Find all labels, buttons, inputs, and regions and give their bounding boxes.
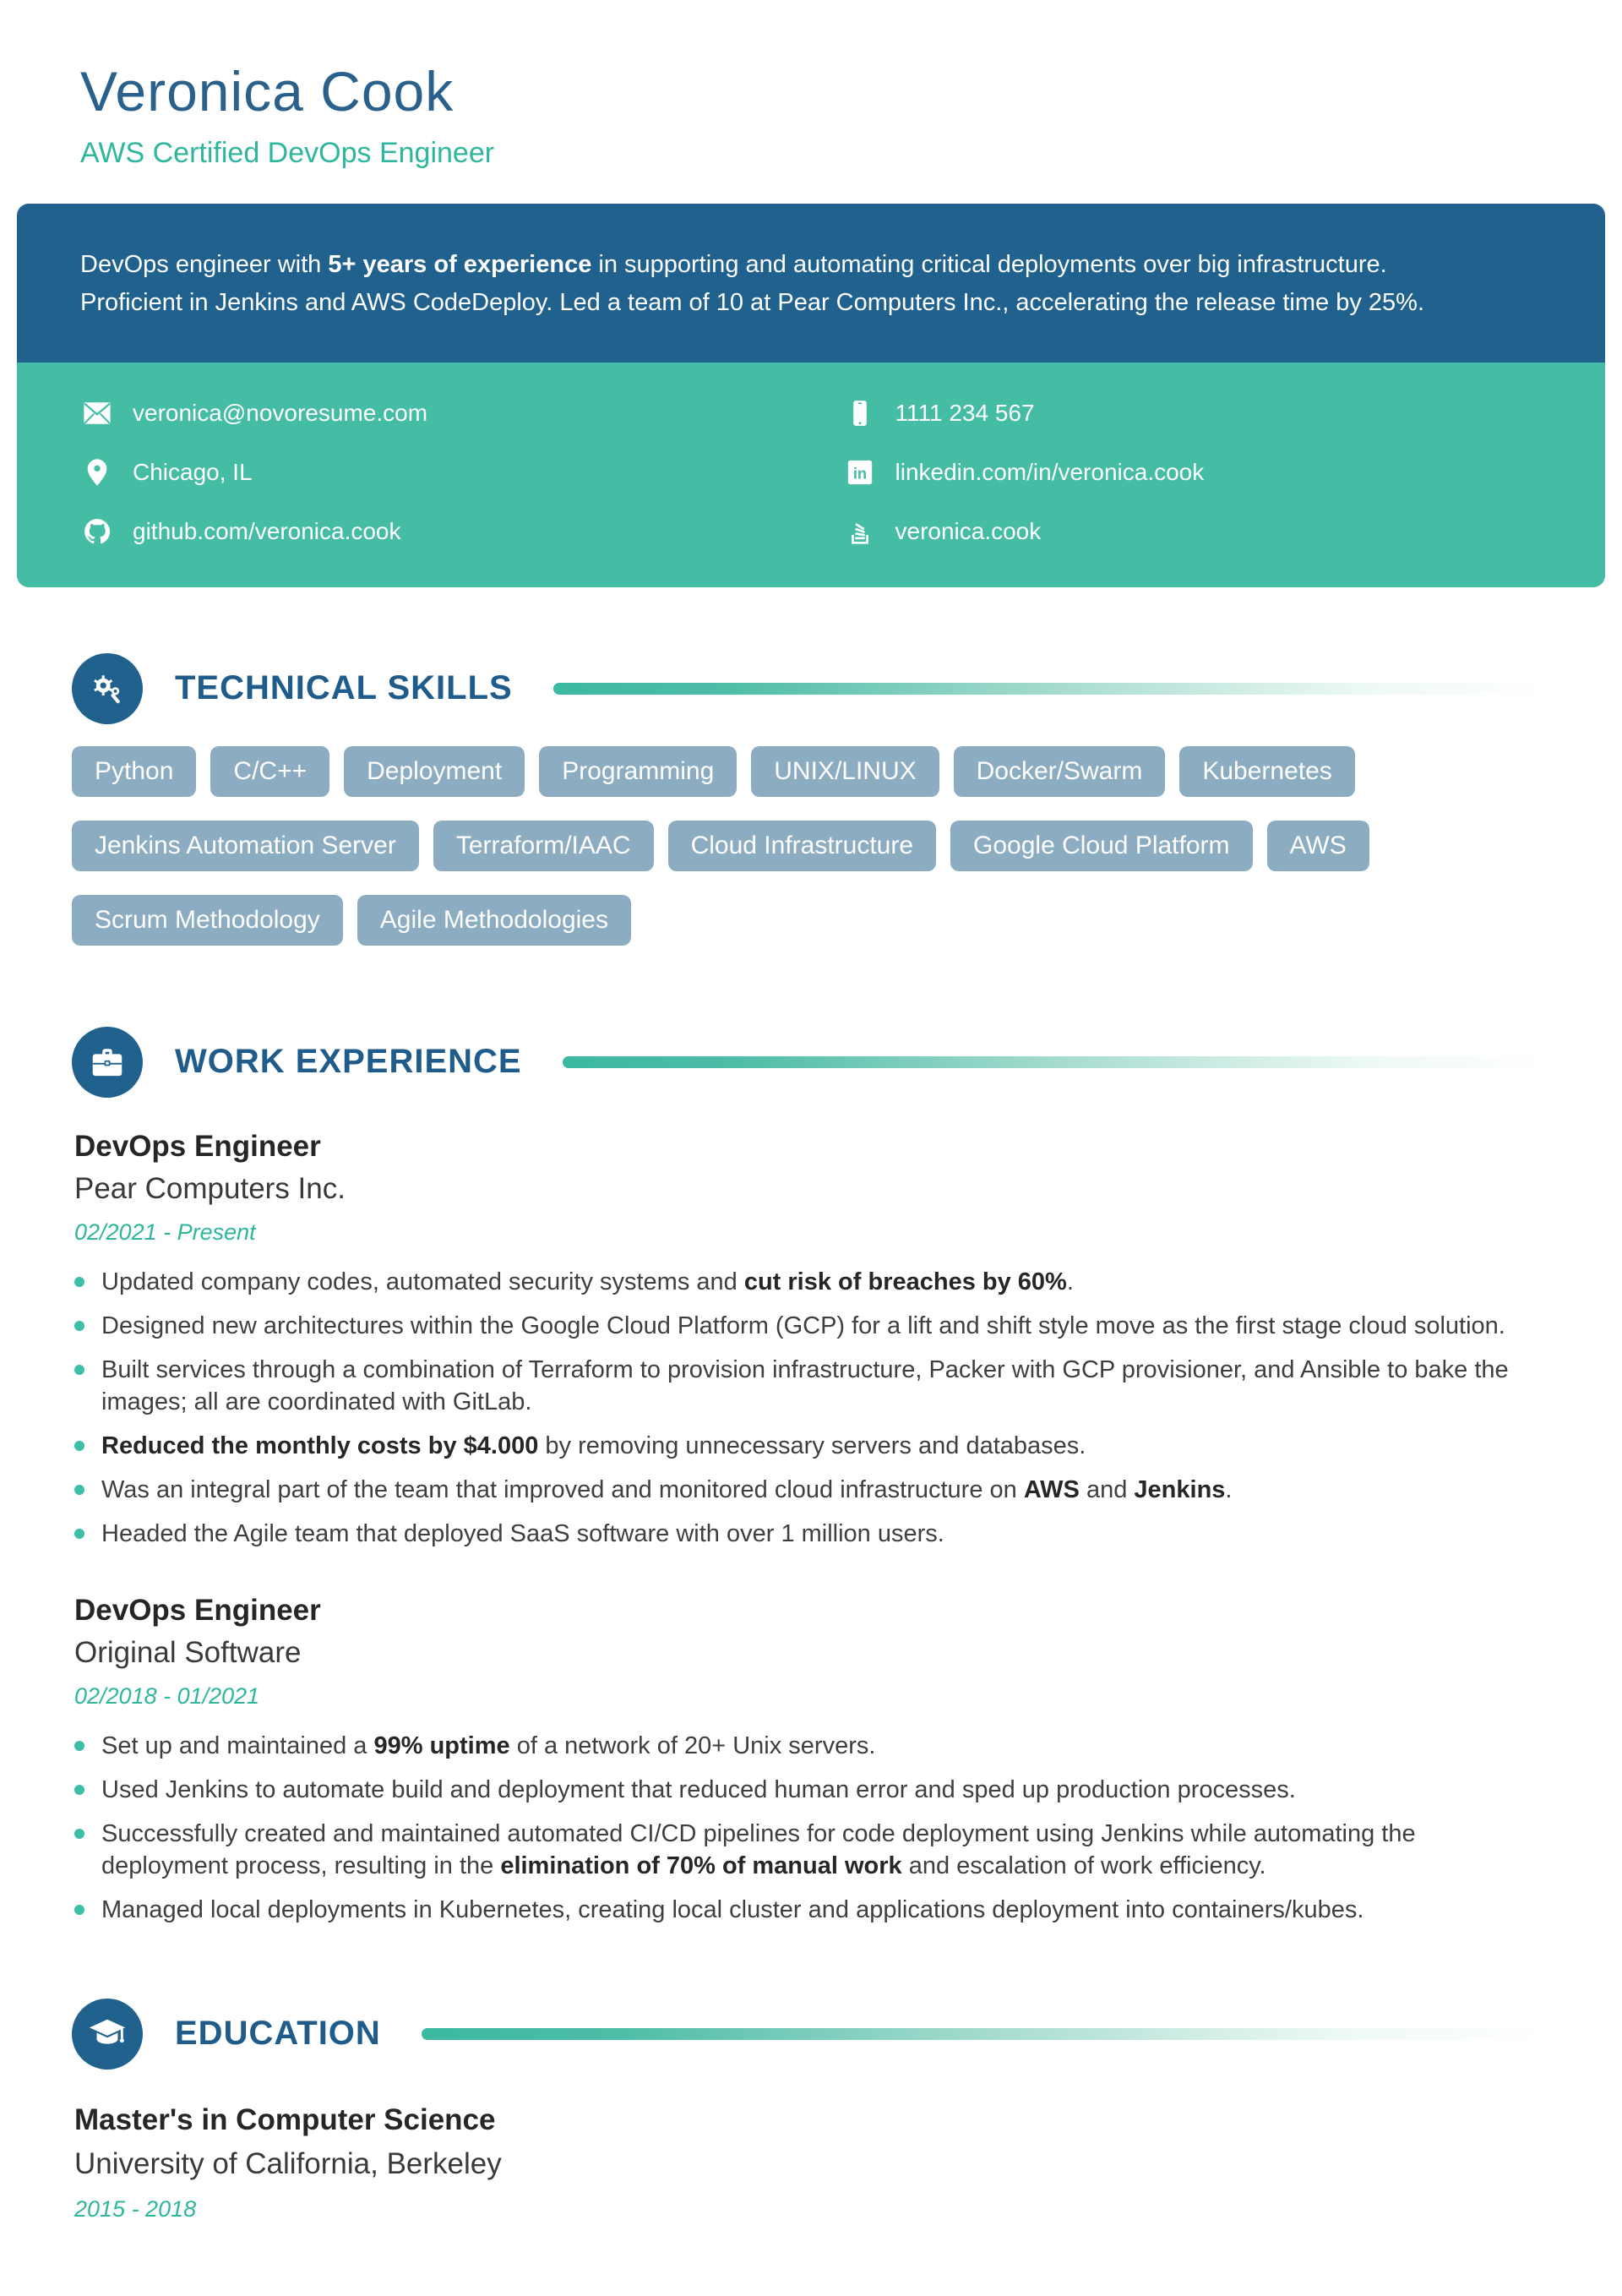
text-segment: Updated company codes, automated security systems and xyxy=(101,1268,744,1295)
person-job-title: AWS Certified DevOps Engineer xyxy=(80,137,495,169)
job-bullet-list xyxy=(74,1730,1546,1926)
education-header xyxy=(72,1999,1546,2070)
skill-pill: Deployment xyxy=(344,746,525,797)
bullet-text xyxy=(101,1310,1505,1342)
section-divider-line xyxy=(563,1056,1546,1068)
text-segment: Managed local deployments in Kubernetes, creating local cluster and applications deployment into containers/kubes. xyxy=(101,1895,1364,1923)
text-segment: . xyxy=(1066,1268,1074,1295)
job-bullet xyxy=(74,1474,1546,1506)
text-segment: of a network of 20+ Unix servers. xyxy=(509,1732,876,1759)
stackoverflow-icon xyxy=(843,515,877,548)
bullet-dot-icon xyxy=(74,1365,84,1375)
graduation-cap-icon xyxy=(72,1999,143,2070)
bullet-text xyxy=(101,1266,1074,1298)
education-title: EDUCATION xyxy=(175,2015,381,2053)
section-divider-line xyxy=(422,2028,1546,2040)
contact-item-github[interactable] xyxy=(80,515,843,548)
bullet-dot-icon xyxy=(74,1829,84,1839)
skill-pill: UNIX/LINUX xyxy=(751,746,939,797)
phone-icon xyxy=(843,396,877,430)
bullet-dot-icon xyxy=(74,1485,84,1495)
job-bullet xyxy=(74,1518,1546,1550)
contact-item-email[interactable] xyxy=(80,396,843,430)
bold-text-segment: elimination of 70% of manual work xyxy=(500,1852,902,1879)
education-degree: Master's in Computer Science xyxy=(74,2102,496,2136)
skill-pill: Scrum Methodology xyxy=(72,895,343,946)
bullet-text xyxy=(101,1354,1546,1418)
text-segment: Built services through a combination of Terraform to provision infrastructure, Packer with GCP provisioner, and Ansible to bake the images; all are coordinated with GitLab. xyxy=(101,1355,1509,1415)
section-divider-line xyxy=(553,683,1546,695)
contact-text: linkedin.com/in/veronica.cook xyxy=(895,458,1205,485)
bullet-dot-icon xyxy=(74,1441,84,1451)
skill-pill: Terraform/IAAC xyxy=(433,821,654,871)
summary-box xyxy=(17,204,1605,363)
bold-text-segment: Jenkins xyxy=(1134,1475,1226,1503)
job-dates: 02/2018 - 01/2021 xyxy=(74,1682,260,1709)
skill-pill: AWS xyxy=(1267,821,1369,871)
job-dates: 02/2021 - Present xyxy=(74,1219,256,1245)
bold-text-segment: cut risk of breaches by 60% xyxy=(743,1268,1067,1295)
bullet-text xyxy=(101,1430,1086,1462)
bold-text-segment: AWS xyxy=(1023,1475,1080,1503)
skill-pill: Google Cloud Platform xyxy=(950,821,1253,871)
job-company: Original Software xyxy=(74,1635,302,1669)
location-icon xyxy=(80,455,114,489)
contact-item-phone xyxy=(843,396,1606,430)
bullet-dot-icon xyxy=(74,1741,84,1751)
technical-skills-title: TECHNICAL SKILLS xyxy=(175,669,513,707)
contact-item-stackoverflow[interactable] xyxy=(843,515,1606,548)
contact-item-location xyxy=(80,455,843,489)
bullet-text xyxy=(101,1730,875,1762)
text-segment: by removing unnecessary servers and databases. xyxy=(538,1432,1086,1459)
contact-text: Chicago, IL xyxy=(133,458,253,485)
text-segment: and xyxy=(1079,1475,1135,1503)
job-title: DevOps Engineer xyxy=(74,1129,321,1163)
job-bullet xyxy=(74,1774,1546,1806)
text-segment: Set up and maintained a xyxy=(101,1732,374,1759)
bold-text-segment: 5+ years of experience xyxy=(328,251,592,278)
text-segment: Was an integral part of the team that improved and monitored cloud infrastructure on xyxy=(101,1475,1024,1503)
section-education xyxy=(0,1999,1622,2222)
section-technical-skills xyxy=(0,653,1622,946)
text-segment: Used Jenkins to automate build and deployment that reduced human error and sped up production processes. xyxy=(101,1775,1296,1803)
contact-text: veronica@novoresume.com xyxy=(133,399,428,426)
work-experience-title: WORK EXPERIENCE xyxy=(175,1043,522,1081)
email-icon xyxy=(80,396,114,430)
person-name: Veronica Cook xyxy=(80,60,454,123)
job-entry xyxy=(74,1594,1546,1926)
briefcase-icon xyxy=(72,1027,143,1098)
work-experience-header xyxy=(72,1027,1546,1098)
contact-item-linkedin[interactable] xyxy=(843,455,1606,489)
text-segment: DevOps engineer with xyxy=(80,251,329,278)
bullet-dot-icon xyxy=(74,1905,84,1915)
text-segment: . xyxy=(1225,1475,1233,1503)
skill-pill: Python xyxy=(72,746,196,797)
education-school: University of California, Berkeley xyxy=(74,2146,502,2180)
job-bullet xyxy=(74,1266,1546,1298)
technical-skills-header xyxy=(72,653,1546,724)
bold-text-segment: Reduced the monthly costs by $4.000 xyxy=(101,1432,539,1459)
job-company: Pear Computers Inc. xyxy=(74,1171,346,1205)
contact-text: github.com/veronica.cook xyxy=(133,517,401,544)
bullet-dot-icon xyxy=(74,1785,84,1795)
contact-band xyxy=(17,363,1605,587)
skill-pill: C/C++ xyxy=(210,746,329,797)
bullet-dot-icon xyxy=(74,1277,84,1287)
bullet-text xyxy=(101,1774,1296,1806)
text-segment: and escalation of work efficiency. xyxy=(901,1852,1266,1879)
skill-pill: Jenkins Automation Server xyxy=(72,821,419,871)
skill-pill: Cloud Infrastructure xyxy=(668,821,936,871)
job-bullet xyxy=(74,1310,1546,1342)
job-bullet xyxy=(74,1430,1546,1462)
job-list xyxy=(74,1130,1546,1926)
skill-pill: Docker/Swarm xyxy=(954,746,1166,797)
text-segment: in supporting and automating critical deployments over big infrastructure. Proficient in Jenkins and AWS CodeDeploy. Led a team of 10 at Pear Computers Inc., accelerating the release time by 25%. xyxy=(80,251,1425,316)
github-icon xyxy=(80,515,114,548)
education-entry xyxy=(74,2103,1622,2222)
contact-text: veronica.cook xyxy=(895,517,1042,544)
bold-text-segment: 99% uptime xyxy=(373,1732,510,1759)
linkedin-icon xyxy=(843,455,877,489)
svg-text:in: in xyxy=(852,464,867,483)
bullet-text xyxy=(101,1474,1232,1506)
section-work-experience xyxy=(0,1027,1622,1926)
text-segment: Successfully created and maintained automated CI/CD pipelines for code deployment using Jenkins while automating the deployment process, resulting in the xyxy=(101,1819,1416,1879)
bullet-dot-icon xyxy=(74,1529,84,1539)
job-bullet xyxy=(74,1818,1546,1882)
skill-pill-list xyxy=(72,746,1546,946)
job-bullet xyxy=(74,1894,1546,1926)
bullet-text xyxy=(101,1818,1546,1882)
job-bullet-list xyxy=(74,1266,1546,1550)
text-segment: Designed new architectures within the Google Cloud Platform (GCP) for a lift and shift style move as the first stage cloud solution. xyxy=(101,1312,1505,1339)
job-title: DevOps Engineer xyxy=(74,1593,321,1627)
job-bullet xyxy=(74,1730,1546,1762)
technical-skills-icon xyxy=(72,653,143,724)
skill-pill: Kubernetes xyxy=(1179,746,1354,797)
skill-pill: Agile Methodologies xyxy=(357,895,631,946)
education-dates: 2015 - 2018 xyxy=(74,2195,197,2222)
job-bullet xyxy=(74,1354,1546,1418)
bullet-text xyxy=(101,1894,1363,1926)
summary-text xyxy=(80,251,1424,316)
skill-pill: Programming xyxy=(539,746,737,797)
text-segment: Headed the Agile team that deployed SaaS software with over 1 million users. xyxy=(101,1519,944,1547)
bullet-dot-icon xyxy=(74,1321,84,1331)
bullet-text xyxy=(101,1518,944,1550)
job-entry xyxy=(74,1130,1546,1550)
contact-text: 1111 234 567 xyxy=(895,399,1035,426)
